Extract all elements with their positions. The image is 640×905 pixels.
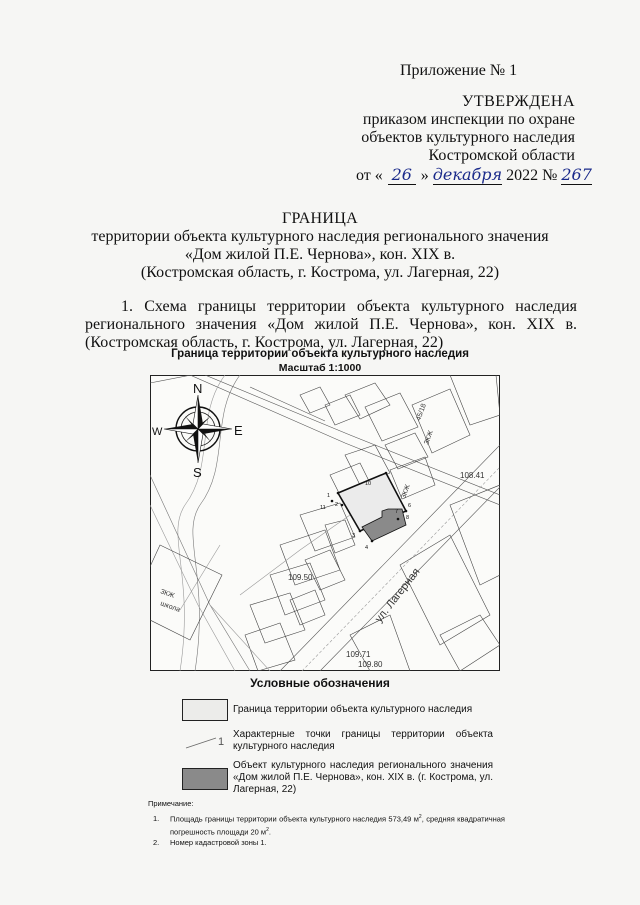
appendix-number: Приложение № 1 <box>400 62 518 79</box>
svg-text:4: 4 <box>365 545 369 551</box>
notes-heading: Примечание: <box>148 799 194 808</box>
note-2-text: Номер кадастровой зоны 1. <box>170 838 267 847</box>
compass-north-label: N <box>193 381 203 396</box>
order-line-2: объектов культурного наследия <box>361 129 575 146</box>
svg-text:2: 2 <box>335 502 339 508</box>
legend-swatch-boundary <box>182 699 228 721</box>
title-line-1: территории объекта культурного наследия регионального значения <box>91 228 549 245</box>
date-quote: » <box>420 167 429 184</box>
document-title: ГРАНИЦА <box>282 210 358 227</box>
compass-south-label: S <box>193 465 202 480</box>
svg-text:7: 7 <box>395 509 399 515</box>
elevation-label-1: 108.41 <box>460 471 485 480</box>
building-label-3kzh-2: 3КЖ <box>423 429 435 446</box>
building-label-school: 3КЖ <box>159 588 176 600</box>
date-year: 2022 № <box>506 167 558 184</box>
svg-text:1: 1 <box>327 493 331 499</box>
svg-text:3: 3 <box>352 533 356 539</box>
order-line-3: Костромской области <box>428 147 575 164</box>
boundary-map <box>150 375 500 671</box>
map-scale: Масштаб 1:1000 <box>278 362 362 374</box>
order-date-line <box>356 165 592 187</box>
svg-text:10: 10 <box>365 481 372 487</box>
note-1-text: Площадь границы территории объекта культурного наследия 573,49 $м^2$, средняя квадратичная погрешность площади 20 $м^2$. <box>170 814 505 836</box>
svg-text:11: 11 <box>320 505 326 511</box>
map-title: Граница территории объекта культурного наследия <box>171 348 469 360</box>
date-day: 26 <box>388 165 416 185</box>
building-label-school-name: школа <box>159 600 181 614</box>
legend-symbol-point <box>182 728 232 752</box>
building-label-3kzh: 3КЖ <box>400 483 412 500</box>
note-1-number: 1. <box>153 814 160 823</box>
legend-text-object: Объект культурного наследия регионального значения «Дом жилой П.Е. Чернова», кон. XIX в. (г. Кострома, ул. Лагерная, 22) <box>233 760 493 795</box>
svg-text:8: 8 <box>406 515 410 521</box>
title-line-2: «Дом жилой П.Е. Чернова», кон. XIX в. <box>184 246 456 263</box>
map-frame <box>151 376 500 671</box>
legend-text-boundary: Граница территории объекта культурного наследия <box>233 704 473 715</box>
elevation-label-2: 109.50 <box>288 573 313 582</box>
title-line-3: (Костромская область, г. Кострома, ул. Лагерная, 22) <box>140 264 500 281</box>
section-1-text: 1. Схема границы территории объекта культурного наследия регионального значения «Дом жилой П.Е. Чернова», кон. XIX в. (Костромская область, г. Кострома, ул. Лагерная, 22) <box>85 298 577 351</box>
legend-title: Условные обозначения <box>250 676 390 690</box>
svg-text:1: 1 <box>218 736 225 748</box>
elevation-label-3: 109.71 <box>346 650 371 659</box>
legend-swatch-object <box>182 768 228 790</box>
svg-text:6: 6 <box>408 503 412 509</box>
date-prefix: от « <box>356 167 383 184</box>
compass-west-label: W <box>152 426 163 438</box>
compass-east-label: E <box>234 423 243 438</box>
street-label: ул. Лагерная <box>372 566 423 625</box>
order-line-1: приказом инспекции по охране <box>362 111 575 128</box>
legend-text-points: Характерные точки границы территории объекта культурного наследия <box>233 729 493 752</box>
building-label-house-number: 45/18 <box>415 402 428 422</box>
order-number: 267 <box>561 165 592 184</box>
elevation-label-4: 109.80 <box>358 660 383 669</box>
approved-label: УТВЕРЖДЕНА <box>461 93 575 110</box>
section-1-paragraph <box>85 298 577 352</box>
note-2-number: 2. <box>153 838 160 847</box>
date-month: декабря <box>432 165 503 184</box>
